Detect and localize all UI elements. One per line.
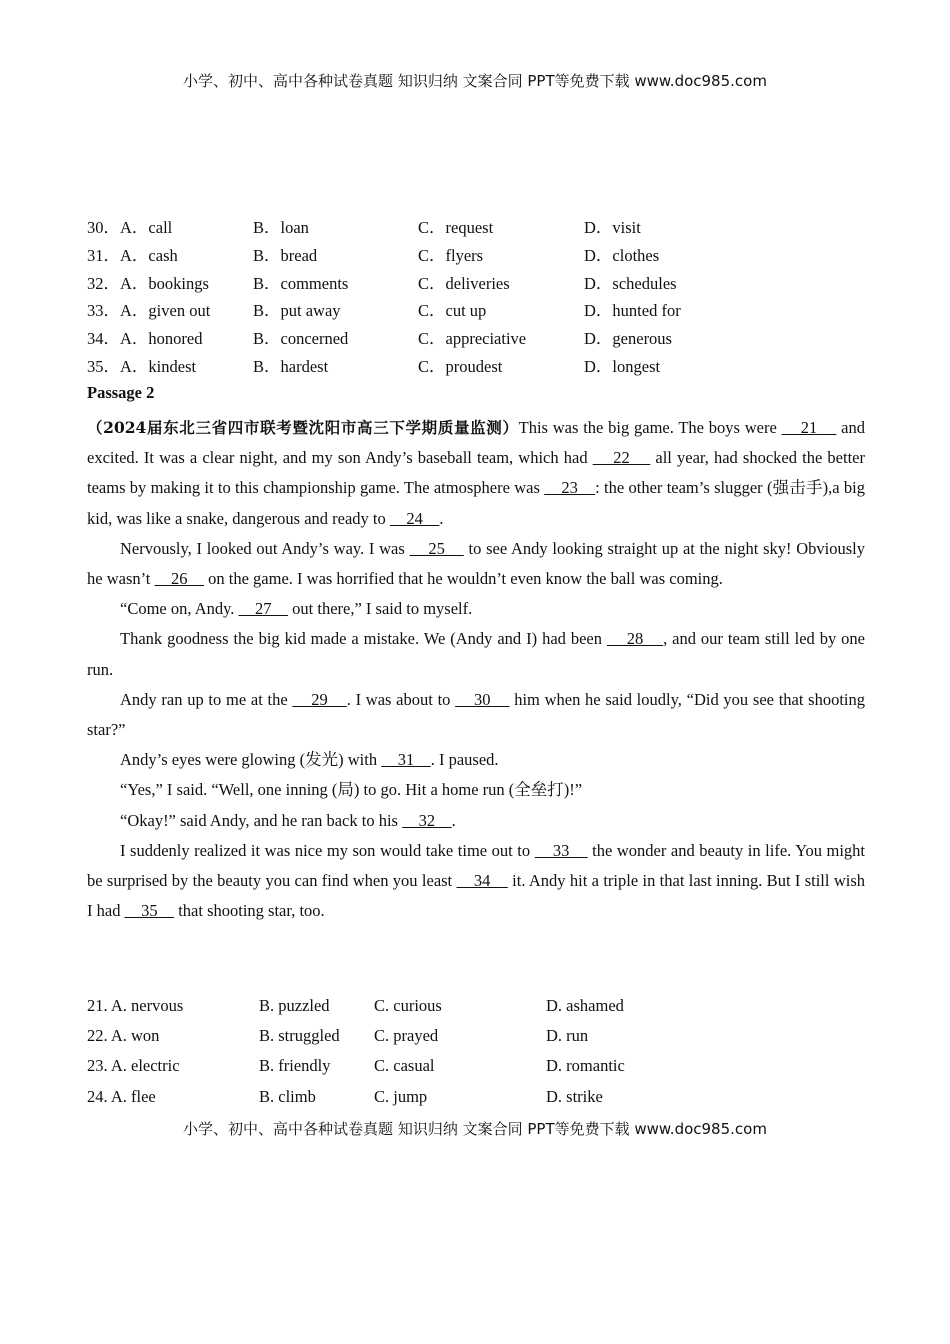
option-d: D. run <box>546 1026 589 1046</box>
option-c: C. jump <box>374 1086 428 1106</box>
option-b: B．loan <box>253 218 309 237</box>
blank-28: 28 <box>606 629 664 649</box>
option-row <box>87 244 867 272</box>
option-b: B．concerned <box>253 329 349 349</box>
text-run: , and our team still led by one run. <box>87 629 865 679</box>
text-run: Andy’s eyes were glowing (发光) with <box>120 750 382 770</box>
text-run: I suddenly realized it was nice my son would take time out to <box>120 840 535 860</box>
passage-body <box>87 413 865 926</box>
option-row <box>87 272 867 300</box>
text-run: This was the big game. The boys were <box>518 418 782 437</box>
option-d: D．generous <box>584 329 672 349</box>
text-run: him when he said loudly, “Did you see that shooting star?” <box>87 689 866 740</box>
option-c: C．cut up <box>418 301 487 321</box>
paragraph <box>87 806 865 836</box>
text-run: out there,” I said to myself. <box>288 599 473 619</box>
blank-23: 23 <box>544 478 596 498</box>
text-run: and excited. It was a clear night, and my son Andy’s baseball team, which had <box>87 418 865 468</box>
option-row <box>87 299 867 327</box>
option-a: 32．A．bookings <box>87 273 209 293</box>
option-row <box>87 1084 867 1114</box>
option-d: D．longest <box>584 356 661 376</box>
blank-31: 31 <box>381 750 431 770</box>
option-a: 23. A. electric <box>87 1056 180 1076</box>
text-run: that shooting star, too. <box>174 901 325 921</box>
option-a: 21. A. nervous <box>87 996 184 1015</box>
option-c: C．appreciative <box>418 329 527 349</box>
option-b: B. friendly <box>259 1056 331 1076</box>
option-a: 31．A．cash <box>87 245 178 265</box>
text-run: . <box>451 810 456 830</box>
text-run: “Yes,” I said. “Well, one inning (局) to go. Hit a home run (全垒打)!” <box>120 780 583 800</box>
paragraph <box>87 775 865 805</box>
paragraph <box>87 413 865 534</box>
blank-29: 29 <box>292 689 347 709</box>
text-run: all year, had shocked the better teams by making it to this championship game. The atmosphere was <box>87 448 865 498</box>
option-d: D. romantic <box>546 1056 625 1076</box>
text-run: Andy ran up to me at the <box>120 689 293 709</box>
option-d: D. ashamed <box>546 996 624 1015</box>
text-run: “Come on, Andy. <box>120 599 239 619</box>
option-a: 35．A．kindest <box>87 356 197 376</box>
option-b: B. struggled <box>259 1026 340 1046</box>
option-b: B. puzzled <box>259 996 330 1015</box>
option-row <box>87 216 867 244</box>
text-run: Nervously, I looked out Andy’s way. I was <box>120 538 410 558</box>
option-c: C．request <box>418 218 494 237</box>
option-a: 22. A. won <box>87 1026 160 1046</box>
blank-30: 30 <box>455 689 510 709</box>
text-run: . I was about to <box>346 689 456 709</box>
option-c: C. casual <box>374 1056 435 1076</box>
blank-26: 26 <box>154 569 205 589</box>
text-run: on the game. I was horrified that he wouldn’t even know the ball was coming. <box>204 569 723 589</box>
page-footer: 小学、初中、高中各种试卷真题 知识归纳 文案合同 PPT等免费下载 www.doc985.com <box>183 1120 767 1138</box>
option-a: 34．A．honored <box>87 329 203 349</box>
blank-35: 35 <box>124 901 175 921</box>
text-run: : the other team’s slugger (强击手),a big kid, was like a snake, dangerous and ready to <box>87 478 866 528</box>
text-run: it. Andy hit a triple in that last inning. But I still wish I had <box>87 871 865 921</box>
option-b: B．comments <box>253 273 349 293</box>
option-row <box>87 1053 867 1083</box>
option-c: C．proudest <box>418 356 503 376</box>
text-run: Thank goodness the big kid made a mistake. We (Andy and I) had been <box>120 629 607 649</box>
option-d: D．hunted for <box>584 301 681 321</box>
option-row <box>87 993 867 1023</box>
option-b: B．bread <box>253 245 318 265</box>
blank-24: 24 <box>389 508 440 528</box>
blank-25: 25 <box>409 538 464 558</box>
option-c: C．flyers <box>418 245 484 265</box>
text-run: “Okay!” said Andy, and he ran back to his <box>120 810 403 830</box>
option-b: B．put away <box>253 301 341 321</box>
page-header: 小学、初中、高中各种试卷真题 知识归纳 文案合同 PPT等免费下载 www.doc985.com <box>183 72 767 90</box>
option-d: D．schedules <box>584 273 677 293</box>
paragraph <box>87 836 865 927</box>
blank-32: 32 <box>402 810 452 830</box>
options-list-second <box>87 993 867 1114</box>
text-run: the wonder and beauty in life. You might be surprised by the beauty you can find when you least <box>87 840 866 891</box>
option-a: 30．A．call <box>87 218 173 237</box>
text-run: . <box>439 508 444 528</box>
option-c: C．deliveries <box>418 273 510 293</box>
text-run: to see Andy looking straight up at the night sky! Obviously he wasn’t <box>87 538 866 589</box>
option-d: D．clothes <box>584 245 660 265</box>
paragraph <box>87 745 865 775</box>
option-row <box>87 355 867 383</box>
option-b: B. climb <box>259 1086 316 1106</box>
paragraph <box>87 534 865 594</box>
option-row <box>87 327 867 355</box>
option-row <box>87 1023 867 1053</box>
option-c: C. prayed <box>374 1026 439 1046</box>
paragraph <box>87 594 865 624</box>
paragraph <box>87 624 865 684</box>
text-run: . I paused. <box>430 750 499 770</box>
option-c: C. curious <box>374 996 442 1015</box>
blank-33: 33 <box>534 840 588 860</box>
passage-title: Passage 2 <box>87 383 155 402</box>
paragraph <box>87 685 865 745</box>
blank-22: 22 <box>592 448 651 468</box>
option-a: 24. A. flee <box>87 1086 156 1106</box>
blank-21: 21 <box>781 418 837 437</box>
option-d: D．visit <box>584 218 641 237</box>
source-note: （2024届东北三省四市联考暨沈阳市高三下学期质量监测） <box>87 418 519 437</box>
blank-27: 27 <box>238 599 289 619</box>
option-b: B．hardest <box>253 356 329 376</box>
options-list-first <box>87 216 867 383</box>
blank-34: 34 <box>456 871 508 891</box>
option-a: 33．A．given out <box>87 301 211 321</box>
option-d: D. strike <box>546 1086 603 1106</box>
